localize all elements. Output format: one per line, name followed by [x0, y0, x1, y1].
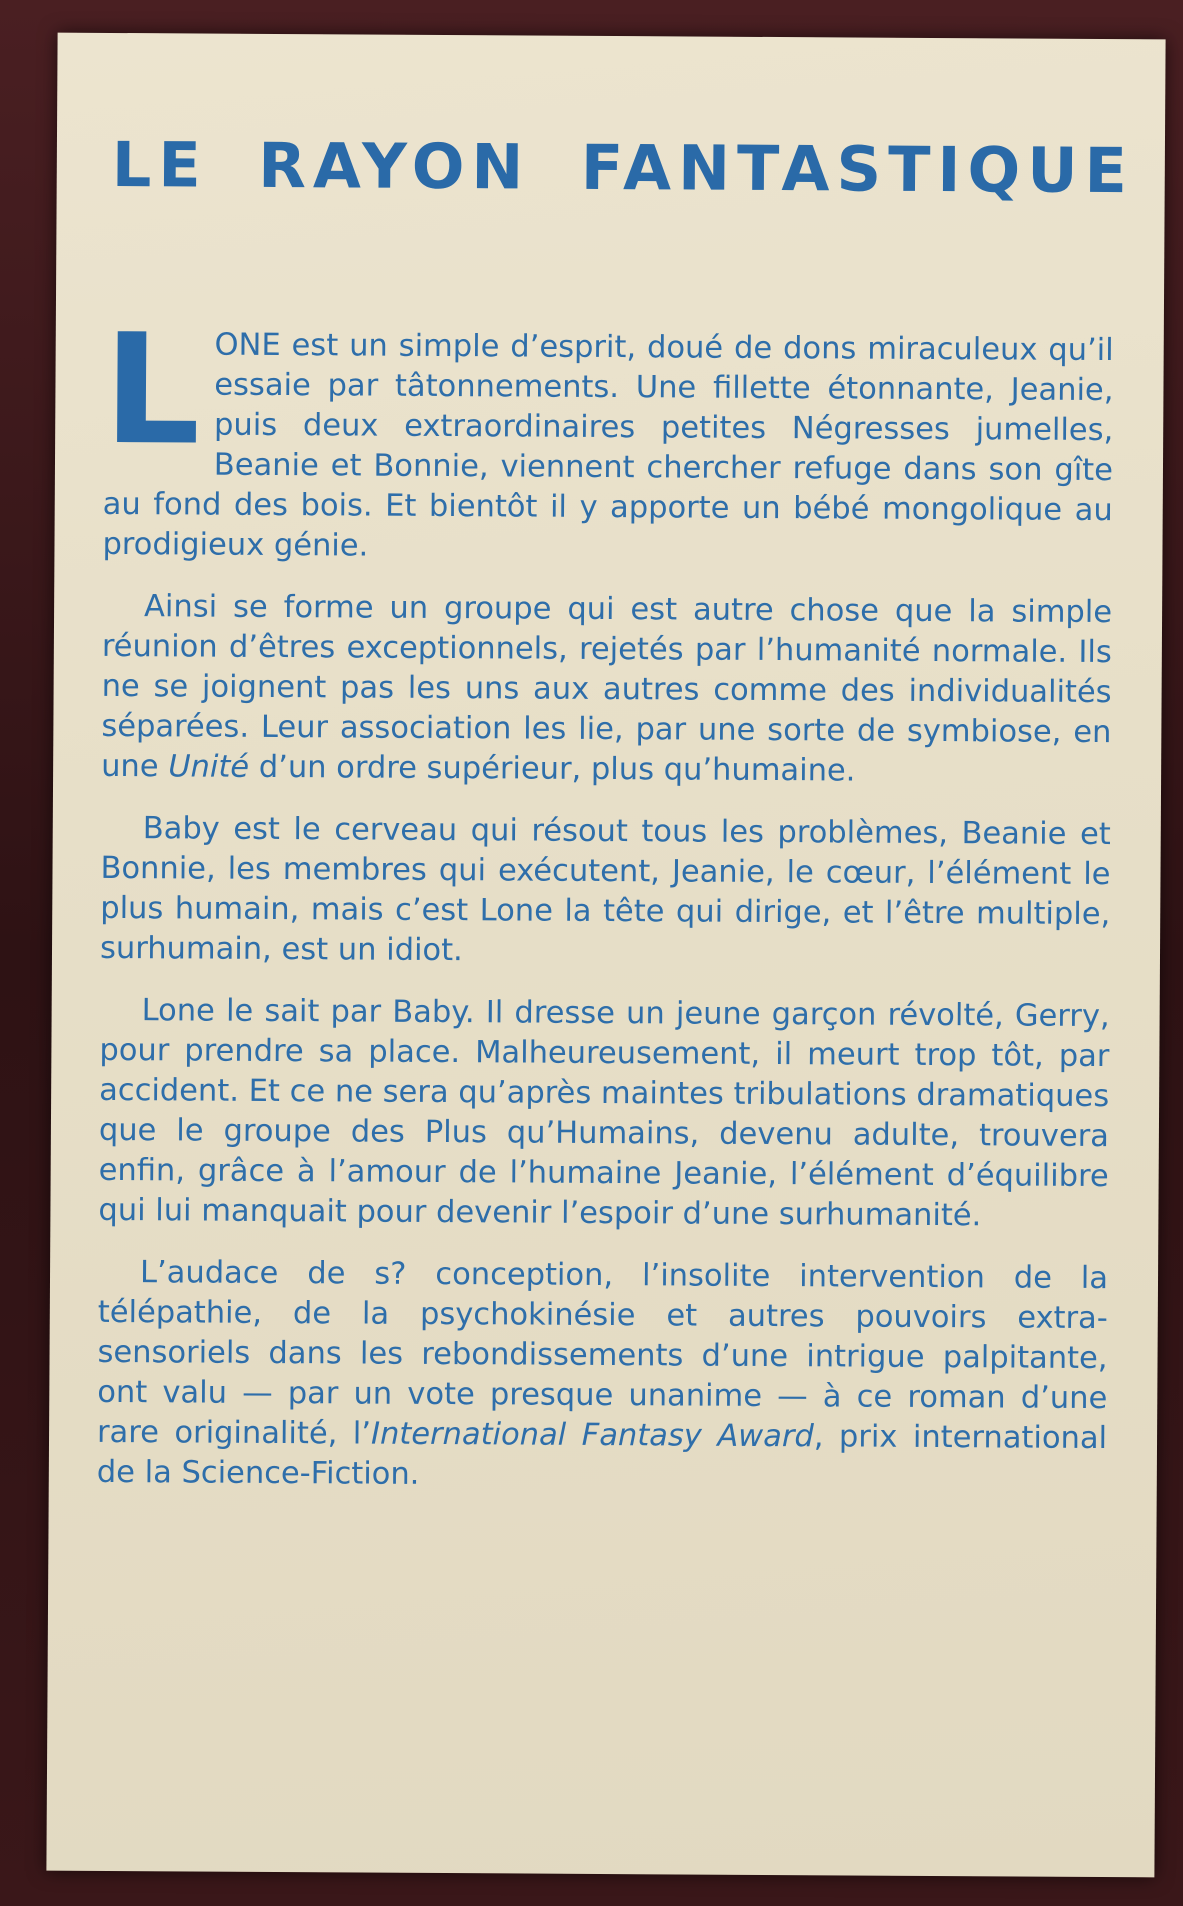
paragraph-5-text-a: L’audace de s? conception, l’insolite intervention de la télépathie, de la psychokinésie et autres pouvoirs extra-sensoriels dans les rebondissements d’une intrigue palpitante, ont valu — par un vote presque unanime — à ce roman d’une rare originalité, l’	[96, 1255, 1109, 1452]
paragraph-2-text-b: d’un ordre supérieur, plus qu’humaine.	[249, 749, 856, 789]
paragraph-5-text-b: , prix international de la Science-Fiction.	[96, 1419, 1108, 1492]
first-word-rest: ONE	[214, 327, 281, 364]
book-card	[46, 33, 1165, 1878]
paragraph-5	[97, 1253, 1108, 1499]
paragraph-5-italic: International Fantasy Award	[370, 1416, 814, 1455]
paragraph-4-text: Lone le sait par Baby. Il dresse un jeune garçon révolté, Gerry, pour prendre sa place. Malheureusement, il meurt trop tôt, par accident. Et ce ne sera qu’après maintes tribulations dramatiques que le groupe des Plus qu’Humains, devenu adulte, trouvera enfin, grâce à l’amour de l’humaine Jeanie, l’élément d’équilibre qui lui manquait pour devenir l’espoir d’une surhumanité.	[98, 993, 1110, 1234]
paragraph-3-text: Baby est le cerveau qui résout tous les problèmes, Beanie et Bonnie, les membres qui exécutent, Jeanie, le cœur, l’élément le plus humain, mais c’est Lone la tête qui dirige, et l’être multiple, surhumain, est un idiot.	[99, 811, 1111, 969]
paragraph-1-text: est un simple d’esprit, doué de dons miraculeux qu’il essaie par tâtonnements. Une fillette étonnante, Jeanie, puis deux extraordinaires petites Négresses jumelles, Beanie et Bonnie, viennent chercher refuge dans son gîte au fond des bois. Et bientôt il y apporte un bébé mongolique au prodigieux génie.	[102, 328, 1114, 564]
page-title: LE RAYON FANTASTIQUE	[111, 127, 1135, 208]
paragraph-2	[101, 587, 1112, 793]
paragraph-2-text-a: Ainsi se forme un groupe qui est autre chose que la simple réunion d’êtres exceptionnels, rejetés par l’humanité normale. Ils ne se joignent pas les uns aux autres comme des individualités séparées. Leur association les lie, par une sorte de symbiose, en une	[101, 589, 1113, 785]
paragraph-4	[98, 991, 1109, 1237]
paragraph-1	[102, 300, 1114, 571]
drop-cap-letter: L	[102, 300, 201, 479]
paragraph-2-italic: Unité	[168, 749, 250, 785]
paragraph-3	[100, 809, 1111, 975]
body-text	[96, 300, 1114, 1521]
